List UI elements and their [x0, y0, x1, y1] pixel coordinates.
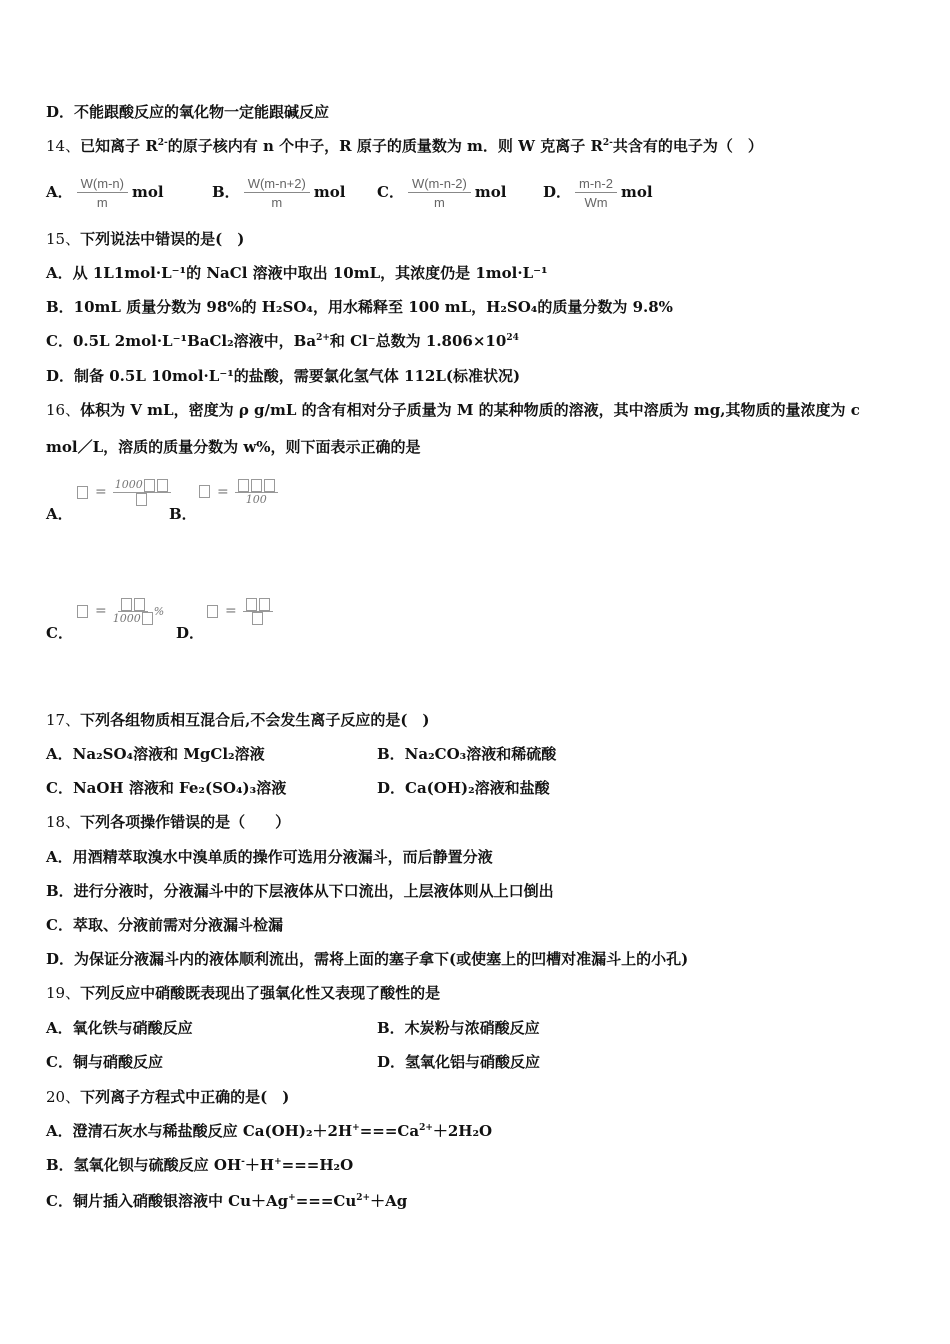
q14-b-unit: mol: [313, 183, 346, 201]
q20-c-s1: +: [288, 1193, 296, 1203]
q16-label-b: B．: [169, 505, 197, 523]
q19-stem-text: 下列反应中硝酸既表现出了强氧化性又表现了酸性的是: [80, 984, 441, 1002]
q14-a-unit: mol: [131, 183, 164, 201]
q15-stem: [46, 229, 244, 249]
q16-label-d: D．: [176, 624, 205, 642]
q20-option-c: [46, 1191, 407, 1211]
q15-option-d: D．制备 0.5L 10mol·L⁻¹的盐酸，需要氯化氢气体 112L(标准状况): [46, 367, 521, 385]
q19-option-a: A．氧化铁与硝酸反应: [46, 1019, 193, 1037]
q16-stem1: 体积为 V mL，密度为 ρ g/mL 的含有相对分子质量为 M 的某种物质的溶液，其中溶质为 mg,其物质的量浓度为 c: [80, 401, 860, 419]
q18-stem: [46, 812, 290, 832]
q17-option-a: A．Na₂SO₄溶液和 MgCl₂溶液: [46, 745, 265, 763]
q15-number: 15、: [46, 230, 81, 248]
q16-formula-d: =: [206, 597, 273, 625]
q20-b-b: ＋H: [244, 1156, 275, 1174]
q14-stem-b: 的原子核内有 n 个中子，R 原子的质量数为 m．则 W 克离子 R: [167, 137, 603, 155]
q16-stem-line2: mol／L，溶质的质量分数为 w%，则下面表示正确的是: [46, 438, 421, 456]
q15-option-c: [46, 331, 519, 351]
q14-sup2: 2-: [602, 138, 613, 148]
q13-option-d: D．不能跟酸反应的氧化物一定能跟碱反应: [46, 103, 330, 121]
q15-stem-text: 下列说法中错误的是( ): [80, 230, 245, 248]
q19-stem: [46, 983, 440, 1003]
q17-number: 17、: [46, 711, 81, 729]
q20-c-a: C．铜片插入硝酸银溶液中 Cu＋Ag: [46, 1192, 289, 1210]
q14-b-label: B．: [212, 183, 240, 201]
q14-option-d: [543, 176, 653, 210]
q20-number: 20、: [46, 1088, 81, 1106]
q20-stem: [46, 1087, 289, 1107]
q14-a-den: m: [96, 195, 108, 210]
q14-a-num: W(m-n): [77, 176, 128, 193]
q17-stem-text: 下列各组物质相互混合后,不会发生离子反应的是( ): [80, 711, 430, 729]
q15-c-b: 和 Cl⁻总数为 1.806×10: [329, 332, 507, 350]
q14-d-unit: mol: [620, 183, 653, 201]
q20-a-c: ＋2H₂O: [432, 1122, 493, 1140]
q20-b-s1: -: [241, 1157, 245, 1167]
q16-formula-c: = 1000 %: [76, 597, 164, 625]
q19-option-b: B．木炭粉与浓硝酸反应: [377, 1019, 540, 1037]
q17-option-b: B．Na₂CO₃溶液和稀硫酸: [377, 745, 557, 763]
q19-option-d: D．氢氧化铝与硝酸反应: [377, 1053, 541, 1071]
q20-b-c: ===H₂O: [281, 1156, 354, 1174]
q19-option-c: C．铜与硝酸反应: [46, 1053, 163, 1071]
q16-label-a: A．: [46, 505, 73, 523]
q15-c-sup2: 24: [506, 333, 519, 343]
q18-stem-text: 下列各项操作错误的是（ ）: [80, 813, 291, 831]
q14-stem-a: 已知离子 R: [80, 137, 158, 155]
q14-number: 14、: [46, 137, 81, 155]
q17-option-c: C．NaOH 溶液和 Fe₂(SO₄)₃溶液: [46, 779, 287, 797]
q18-option-a: A．用酒精萃取溴水中溴单质的操作可选用分液漏斗，而后静置分液: [46, 848, 493, 866]
q15-option-b: B．10mL 质量分数为 98%的 H₂SO₄，用水稀释至 100 mL，H₂SO₄的质量分数为 9.8%: [46, 298, 673, 316]
q14-c-unit: mol: [474, 183, 507, 201]
q14-d-num: m-n-2: [575, 176, 617, 193]
q17-stem: [46, 710, 430, 730]
q16-b-var: [199, 485, 210, 498]
q14-c-num: W(m-n-2): [408, 176, 471, 193]
q14-b-fraction: [244, 176, 310, 210]
q14-a-label: A．: [46, 183, 73, 201]
q18-option-c: C．萃取、分液前需对分液漏斗检漏: [46, 916, 283, 934]
q14-d-label: D．: [543, 183, 572, 201]
q16-a-var: [77, 486, 88, 499]
q16-c-den: 1000: [112, 611, 141, 625]
q15-option-a: A．从 1L1mol·L⁻¹的 NaCl 溶液中取出 10mL，其浓度仍是 1mol·L⁻¹: [46, 264, 548, 282]
q16-a-num: 1000: [114, 478, 143, 491]
q20-c-b: ===Cu: [295, 1192, 357, 1210]
q14-option-c: [377, 176, 506, 210]
q16-stem-line1: [46, 400, 860, 420]
q14-c-label: C．: [377, 183, 404, 201]
q19-number: 19、: [46, 984, 81, 1002]
q14-option-b: [212, 176, 345, 210]
q20-stem-text: 下列离子方程式中正确的是( ): [80, 1088, 290, 1106]
q20-a-s1: +: [352, 1123, 360, 1133]
q20-c-s2: 2+: [356, 1193, 371, 1203]
q14-b-num: W(m-n+2): [244, 176, 310, 193]
q14-c-fraction: [408, 176, 471, 210]
q14-stem-c: 共含有的电子为（ ）: [612, 137, 763, 155]
q15-c-a: C．0.5L 2mol·L⁻¹BaCl₂溶液中，Ba: [46, 332, 317, 350]
q16-number: 16、: [46, 401, 81, 419]
q14-d-fraction: [575, 176, 617, 210]
q20-a-a: A．澄清石灰水与稀盐酸反应 Ca(OH)₂＋2H: [46, 1122, 353, 1140]
q20-option-b: [46, 1155, 353, 1175]
q14-option-a: [46, 176, 164, 210]
q20-option-a: [46, 1121, 492, 1141]
q16-d-var: [207, 605, 218, 618]
q20-b-a: B．氢氧化钡与硫酸反应 OH: [46, 1156, 242, 1174]
q15-c-sup1: 2+: [316, 333, 330, 343]
q18-option-d: D．为保证分液漏斗内的液体顺利流出，需将上面的塞子拿下(或使塞上的凹槽对准漏斗上的小孔): [46, 950, 689, 968]
q18-number: 18、: [46, 813, 81, 831]
q14-d-den: Wm: [584, 195, 608, 210]
q18-option-b: B．进行分液时，分液漏斗中的下层液体从下口流出，上层液体则从上口倒出: [46, 882, 554, 900]
q16-c-var: [77, 605, 88, 618]
q20-a-b: ===Ca: [359, 1122, 420, 1140]
q16-formula-a: = 1000: [76, 478, 171, 506]
q14-stem: [46, 136, 763, 156]
q16-b-den: 100: [245, 492, 267, 506]
q20-b-s2: +: [274, 1157, 282, 1167]
q14-b-den: m: [271, 195, 283, 210]
q14-a-fraction: [77, 176, 128, 210]
q16-label-c: C．: [46, 624, 73, 642]
q14-sup1: 2-: [157, 138, 168, 148]
q14-c-den: m: [433, 195, 445, 210]
q16-formula-b: = 100: [198, 478, 278, 506]
q20-a-s2: 2+: [419, 1123, 433, 1133]
q16-c-tail: %: [153, 604, 165, 618]
q20-c-c: ＋Ag: [370, 1192, 408, 1210]
q17-option-d: D．Ca(OH)₂溶液和盐酸: [377, 779, 550, 797]
